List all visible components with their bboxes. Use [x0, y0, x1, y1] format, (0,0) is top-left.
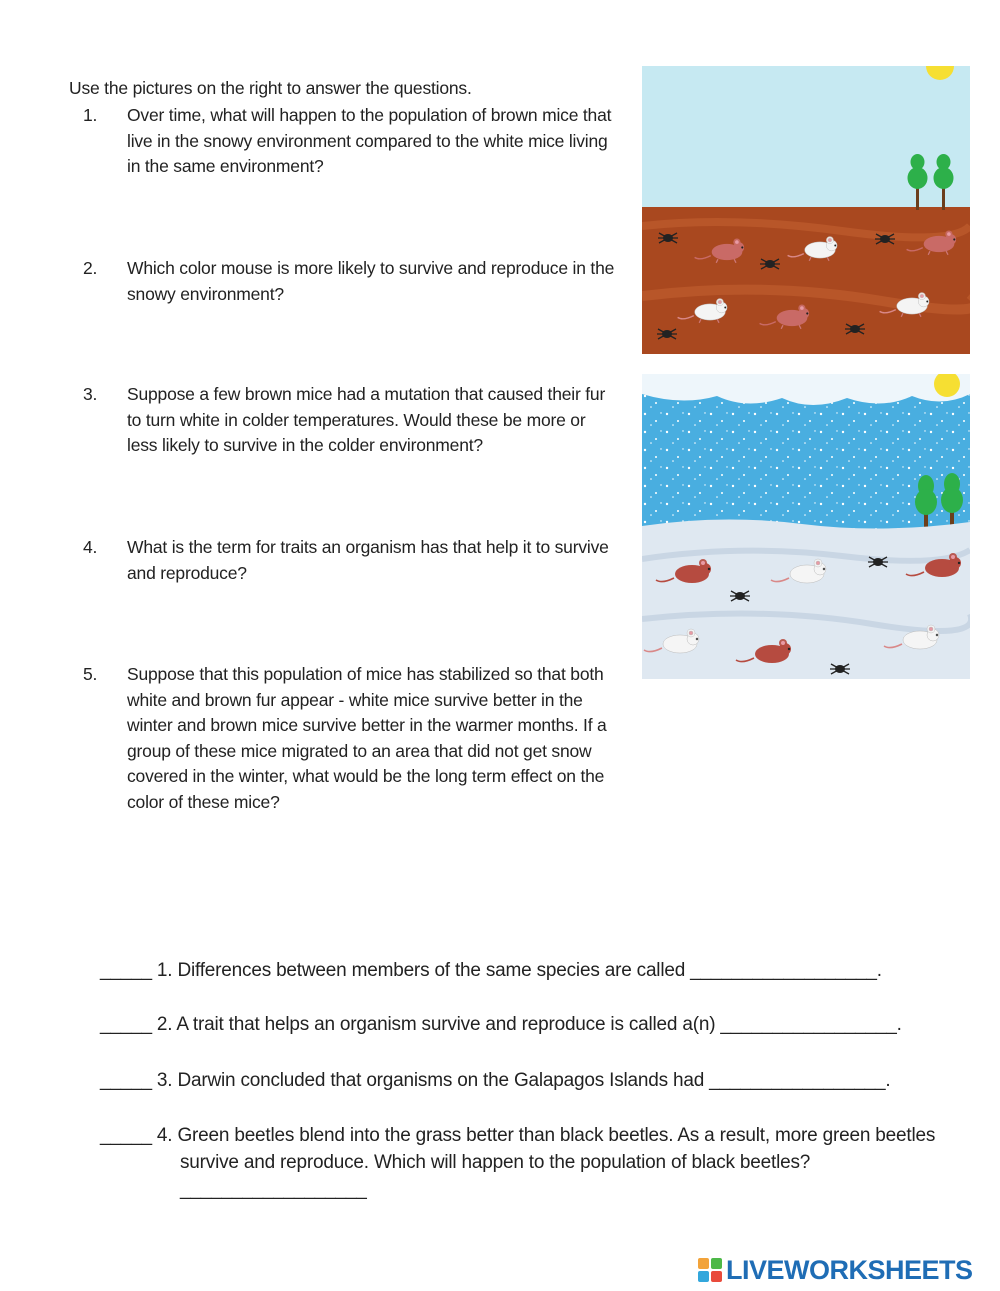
logo-text: LIVEWORKSHEETS: [726, 1254, 973, 1285]
question-5: [83, 662, 623, 815]
fill-in-text: _____ 3. Darwin concluded that organisms on the Galapagos Islands had _________________.: [100, 1070, 891, 1091]
question-number: 1.: [83, 105, 98, 125]
fill-in-3: [100, 1067, 891, 1094]
question-text: Which color mouse is more likely to survive and reproduce in the snowy environment?: [127, 258, 615, 304]
question-number: 3.: [83, 384, 98, 404]
fill-in-text: _____ 1. Differences between members of the same species are called __________________.: [100, 960, 882, 981]
question-number: 5.: [83, 664, 98, 684]
fill-in-2: [100, 1011, 902, 1038]
question-3: [83, 382, 623, 459]
question-text: Suppose a few brown mice had a mutation that caused their fur to turn white in colder temperatures. Would these be more or less likely to survive in the colder environment?: [127, 384, 606, 455]
dirt-environment-image: [642, 66, 970, 354]
fill-in-text: _____ 4. Green beetles blend into the grass better than black beetles. As a result, more green beetles: [100, 1125, 936, 1146]
liveworksheets-logo: [698, 1255, 973, 1285]
fill-in-text: _____ 2. A trait that helps an organism survive and reproduce is called a(n) _________________.: [100, 1014, 902, 1035]
fill-in-1: [100, 957, 882, 984]
instructions: Use the pictures on the right to answer the questions.: [69, 78, 472, 98]
fill-in-text-continued: survive and reproduce. Which will happen to the population of black beetles?: [180, 1152, 811, 1173]
question-text: What is the term for traits an organism has that help it to survive and reproduce?: [127, 537, 609, 583]
fill-in-answer-line: __________________: [180, 1179, 367, 1200]
snowy-environment-image: [642, 374, 970, 679]
question-text: Suppose that this population of mice has stabilized so that both white and brown fur appear - white mice survive better in the winter and brown mice survive better in the warmer months. If a group of these mice migrated to an area that did not get snow covered in the winter, what would be the long term effect on the color of these mice?: [127, 664, 607, 812]
question-1: [83, 103, 623, 180]
logo-blocks-icon: [698, 1258, 722, 1282]
question-2: [83, 256, 623, 307]
question-text: Over time, what will happen to the population of brown mice that live in the snowy environment compared to the white mice living in the same environment?: [127, 105, 612, 176]
question-number: 2.: [83, 258, 98, 278]
question-number: 4.: [83, 537, 98, 557]
question-4: [83, 535, 623, 586]
fill-in-4: [100, 1122, 935, 1203]
